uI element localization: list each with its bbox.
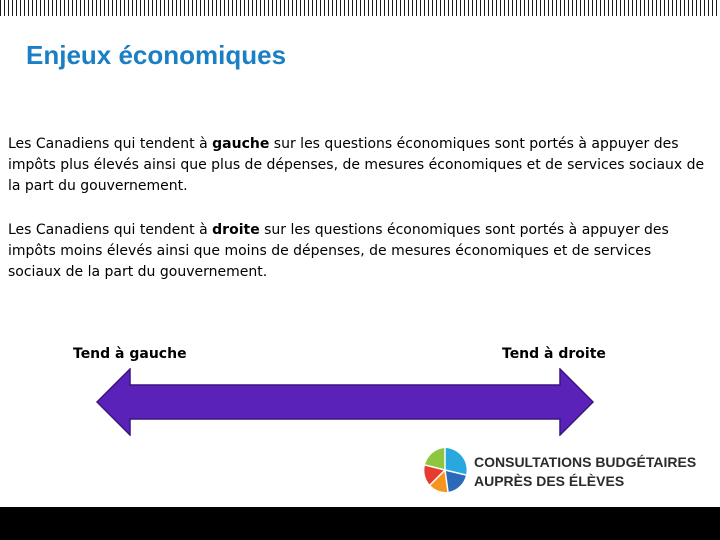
paragraph-right-leaning — [8, 220, 708, 283]
consultations-logo — [422, 445, 712, 495]
logo-line-1: CONSULTATIONS BUDGÉTAIRES — [474, 454, 697, 470]
spectrum-left-label: Tend à gauche — [73, 346, 187, 362]
top-decorative-border — [0, 0, 720, 16]
paragraph-left-text-before: Les Canadiens qui tendent à — [8, 136, 213, 152]
spectrum-arrow-shape — [97, 369, 593, 435]
logo-line-2: AUPRÈS DES ÉLÈVES — [474, 473, 625, 489]
paragraph-right-text-before: Les Canadiens qui tendent à — [8, 222, 213, 238]
paragraph-left-keyword: gauche — [212, 136, 270, 152]
footer-bar — [0, 507, 720, 540]
paragraph-right-text-after: sur les questions économiques sont portés à appuyer des impôts moins élevés ainsi que moins de dépenses, de mesures économiques et de services sociaux de la part du gouvernement. — [8, 222, 669, 280]
pie-chart-logo-icon — [422, 447, 468, 493]
logo-text — [474, 453, 696, 491]
spectrum-right-label: Tend à droite — [502, 346, 606, 362]
slide-title: Enjeux économiques — [26, 40, 287, 70]
paragraph-left-text-after: sur les questions économiques sont portés à appuyer des impôts plus élevés ainsi que plus de dépenses, de mesures économiques et de services sociaux de la part du gouvernement. — [8, 136, 705, 194]
paragraph-left-leaning — [8, 134, 708, 197]
paragraph-right-keyword: droite — [212, 222, 260, 238]
double-arrow-icon — [96, 368, 596, 436]
